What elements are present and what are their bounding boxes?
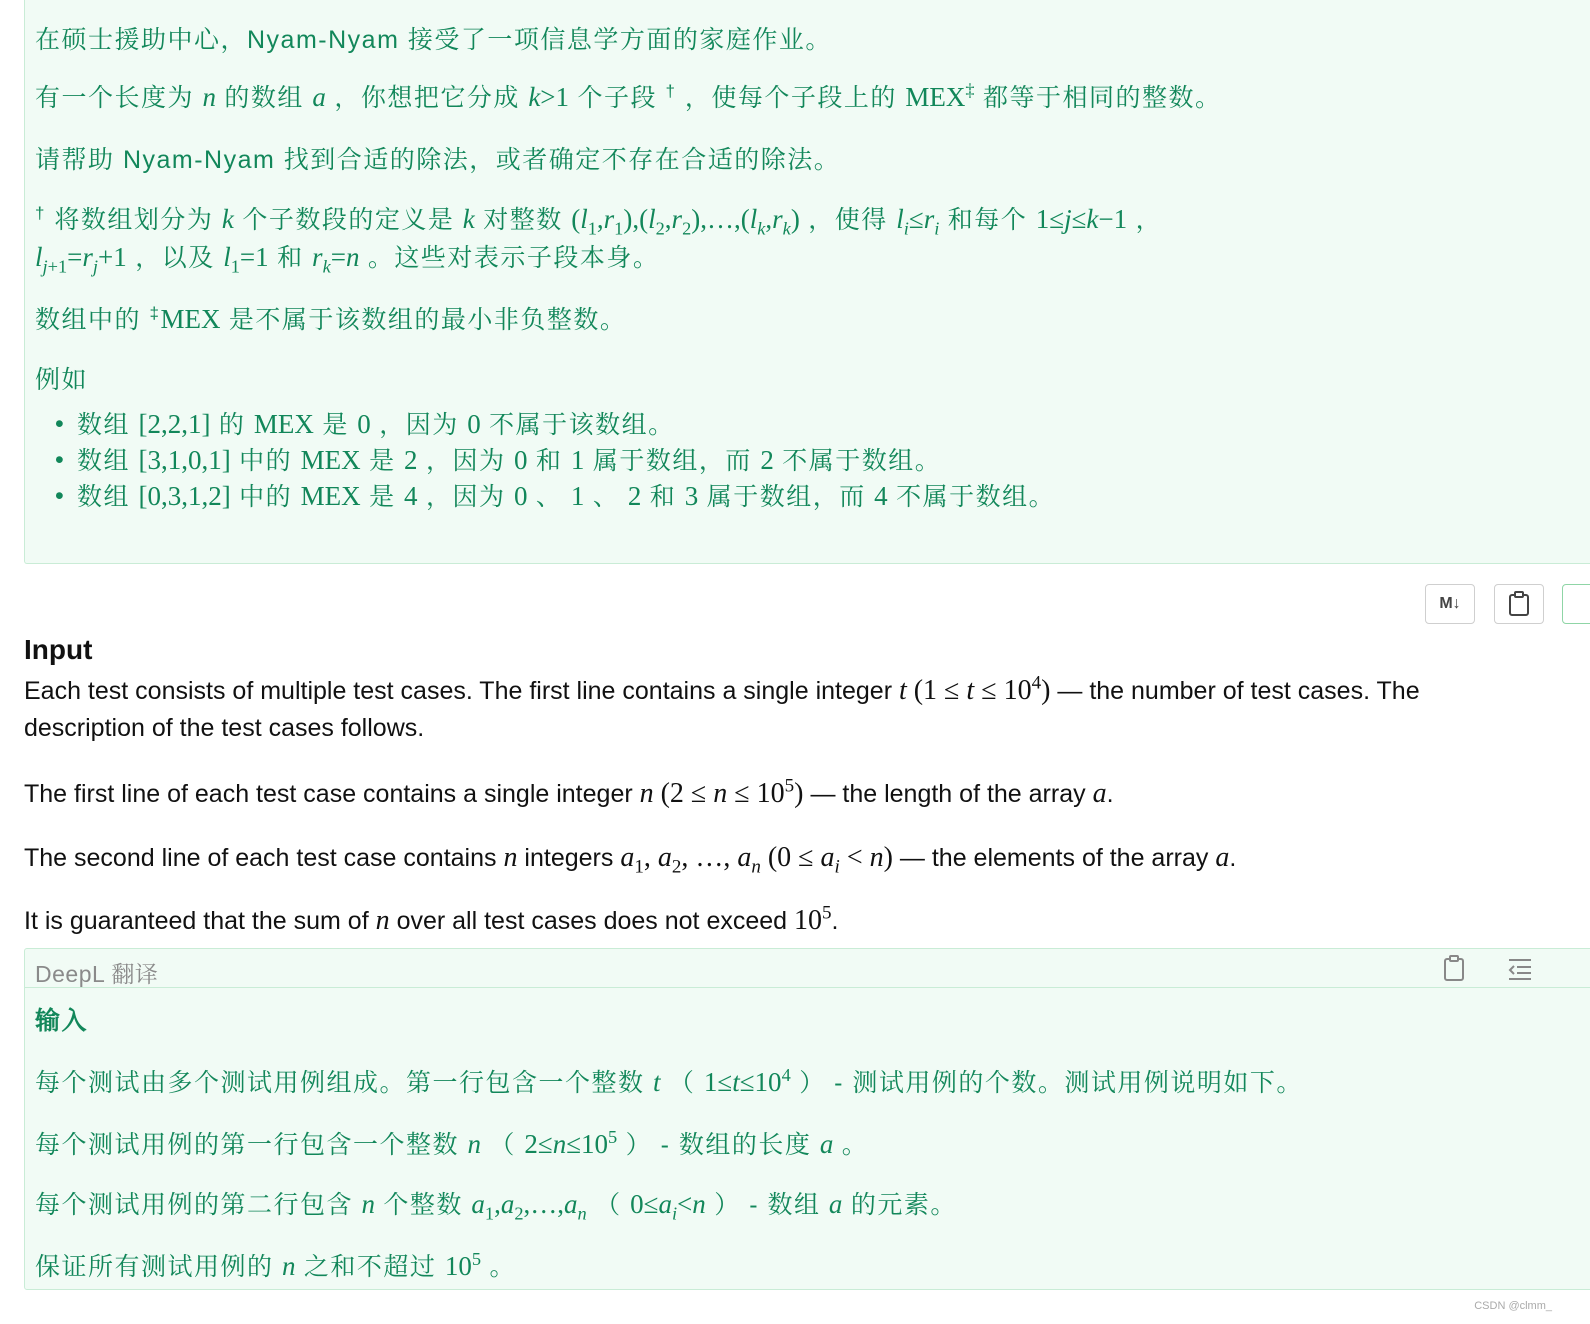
translation-paragraph-4-cont: $l_{j+1}=r_j+1$ ，以及 $l_1=1$ 和 $r_k=n$ 。这些对表示子段本身。 xyxy=(35,242,660,277)
clipboard-icon xyxy=(1508,591,1530,617)
example-list xyxy=(49,406,1055,514)
section-heading-input: Input xyxy=(24,634,93,665)
input-line-4: It is guaranteed that the sum of n over all test cases does not exceed $10^5$. xyxy=(24,902,839,936)
translation-paragraph-4: 保证所有测试用例的 n 之和不超过 $10^5$ 。 xyxy=(35,1249,517,1281)
input-line-1-cont: description of the test cases follows. xyxy=(24,714,425,742)
translation-paragraph-3: 请帮助 Nyam-Nyam 找到合适的除法，或者确定不存在合适的除法。 xyxy=(35,146,841,174)
list-item: • 数组 [0,3,1,2] 中的 MEX 是 4 ，因为 0 、 1 、 2 和 3 属于数组，而 4 不属于数组。 xyxy=(49,478,1055,514)
translation-heading: 输入 xyxy=(35,1007,89,1035)
translation-paragraph-1: 每个测试由多个测试用例组成。第一行包含一个整数 t （ $1\le t\le 10^4$ ） - 测试用例的个数。测试用例说明如下。 xyxy=(35,1065,1303,1097)
input-line-1: Each test consists of multiple test cases. The first line contains a single integer t $(1 \le t \le 10^4)$ — the number of test cases. The xyxy=(24,672,1420,706)
translation-box-input xyxy=(24,948,1590,1290)
list-item: • 数组 [3,1,0,1] 中的 MEX 是 2 ，因为 0 和 1 属于数组，而 2 不属于数组。 xyxy=(49,442,1055,478)
markdown-icon: M↓ xyxy=(1439,595,1461,612)
copy-button[interactable] xyxy=(1494,584,1544,624)
markdown-button[interactable] xyxy=(1425,584,1475,624)
collapse-icon[interactable] xyxy=(1507,958,1533,980)
list-item: • 数组 [2,2,1] 的 MEX 是 0 ，因为 0 不属于该数组。 xyxy=(49,406,1055,442)
input-line-3: The second line of each test case contains n integers $a_1$, $a_2$, …, $a_n$ $(0 \le a_i < n)$ — the elements of the array a. xyxy=(24,842,1237,878)
input-line-2: The first line of each test case contains a single integer n $(2 \le n \le 10^5)$ — the length of the array a. xyxy=(24,775,1114,809)
translate-button[interactable] xyxy=(1562,584,1590,624)
translation-box-statement xyxy=(24,0,1590,564)
translation-paragraph-6: 例如 xyxy=(35,366,89,394)
translation-header xyxy=(25,949,1590,988)
translation-paragraph-5: 数组中的 ‡MEX 是不属于该数组的最小非负整数。 xyxy=(35,303,627,334)
watermark: CSDN @clmm_ xyxy=(1474,1300,1552,1312)
clipboard-icon[interactable] xyxy=(1443,954,1465,982)
translation-paragraph-2: 有一个长度为 n 的数组 a ，你想把它分成 k>1 个子段 † ，使每个子段上的 MEX‡ 都等于相同的整数。 xyxy=(35,80,1222,112)
translation-paragraph-3: 每个测试用例的第二行包含 n 个整数 $a_1,a_2,\dots,a_n$ （ $0\le a_i<n$ ） - 数组 a 的元素。 xyxy=(35,1189,957,1224)
translation-label: DeepL 翻译 xyxy=(35,961,159,987)
translation-paragraph-4: † 将数组划分为 k 个子数段的定义是 k 对整数 $(l_1,r_1),(l_2,r_2),\dots,(l_k,r_k)$ ，使得 $l_i\le r_i$ 和每个 1≤j≤k−1 ， xyxy=(35,203,1163,239)
translation-paragraph-2: 每个测试用例的第一行包含一个整数 n （ $2\le n\le 10^5$ ） - 数组的长度 a 。 xyxy=(35,1127,869,1159)
translation-paragraph-1: 在硕士援助中心，Nyam-Nyam 接受了一项信息学方面的家庭作业。 xyxy=(35,26,832,54)
